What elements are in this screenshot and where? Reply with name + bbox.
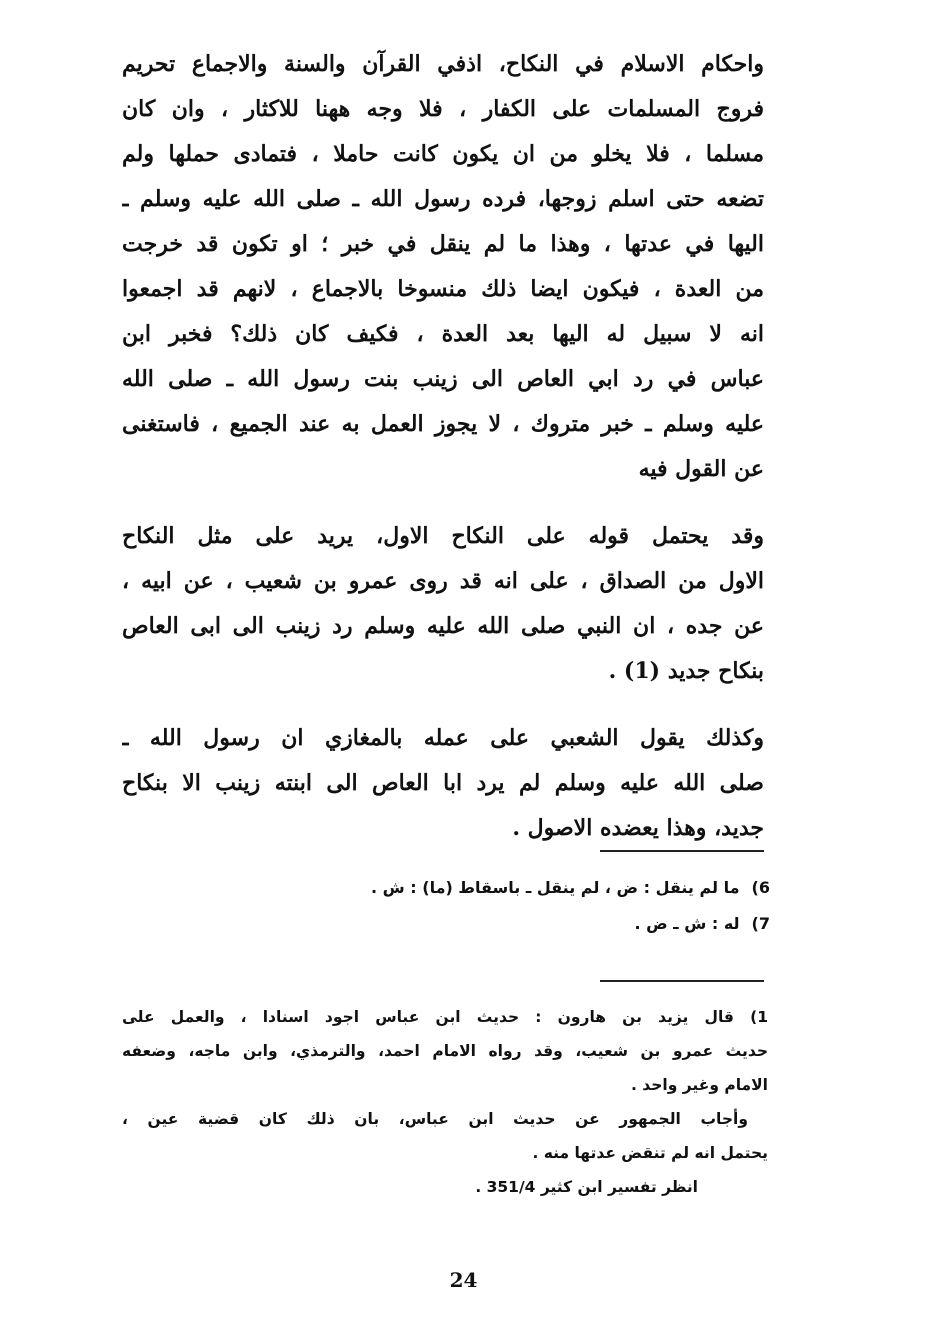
text-line: عن القول فيه [638,456,764,482]
paragraph-gap [122,492,764,514]
text-line: بنكاح جديد (1) . [608,658,764,684]
text-line: تضعه حتى اسلم زوجها، فرده رسول الله ـ صلى الله عليه وسلم ـ [122,186,764,212]
footnote-divider [600,850,764,852]
footnotes [122,1000,768,1204]
text-line: وقد يحتمل قوله على النكاح الاول، يريد على مثل النكاح [122,523,764,549]
text-line: واحكام الاسلام في النكاح، اذفي القرآن والسنة والاجماع تحريم [122,51,764,77]
text-line: من العدة ، فيكون ايضا ذلك منسوخا بالاجماع ، لانهم قد اجمعوا [122,276,764,302]
text-line: الاول من الصداق ، على انه قد روى عمرو بن شعيب ، عن ابيه ، [122,568,764,594]
text-line: جديد، وهذا يعضده الاصول . [512,815,764,841]
footnote-line: 1) قال يزيد بن هارون : حديث ابن عباس اجود اسنادا ، والعمل على [122,1008,768,1026]
note-number: 7) [751,914,770,933]
paragraph-3 [122,716,764,851]
note-text: ما لم ينقل : ض ، لم ينقل ـ باسقاط (ما) : ش . [370,878,740,897]
variant-note [260,870,770,906]
main-text [122,42,764,851]
page-number: 24 [449,1268,478,1292]
text-line: عباس في رد ابي العاص الى زينب بنت رسول الله ـ صلى الله [122,366,764,392]
text-line: عن جده ، ان النبي صلى الله عليه وسلم رد زينب الى ابى العاص [122,613,764,639]
paragraph-gap [122,694,764,716]
text-line: عليه وسلم ـ خبر متروك ، لا يجوز العمل به عند الجميع ، فاستغنى [122,411,764,437]
footnote-line: انظر تفسير ابن كثير 351/4 . [475,1178,698,1196]
footnote-divider [600,980,764,982]
paragraph-1 [122,42,764,492]
text-line: وكذلك يقول الشعبي على عمله بالمغازي ان رسول الله ـ [122,725,764,751]
footnote-line: وأجاب الجمهور عن حديث ابن عباس، بان ذلك كان قضية عين ، [122,1110,748,1128]
note-number: 6) [751,878,770,897]
text-line: انه لا سبيل له اليها بعد العدة ، فكيف كان ذلك؟ فخبر ابن [122,321,764,347]
footnote-line: حديث عمرو بن شعيب، وقد رواه الامام احمد، والترمذي، وابن ماجه، وضعفه [122,1042,768,1060]
text-line: اليها في عدتها ، وهذا ما لم ينقل في خبر ؛ او تكون قد خرجت [122,231,764,257]
text-line: فروج المسلمات على الكفار ، فلا وجه ههنا للاكثار ، وان كان [122,96,764,122]
text-line: صلى الله عليه وسلم لم يرد ابا العاص الى ابنته زينب الا بنكاح [122,770,764,796]
footnote-line: يحتمل انه لم تنقض عدتها منه . [532,1144,768,1162]
variant-notes [260,870,770,942]
paragraph-2 [122,514,764,694]
text-line: مسلما ، فلا يخلو من ان يكون كانت حاملا ، فتمادى حملها ولم [122,141,764,167]
footnote-line: الامام وغير واحد . [631,1076,768,1094]
note-text: له : ش ـ ض . [634,914,740,933]
variant-note [260,906,770,942]
